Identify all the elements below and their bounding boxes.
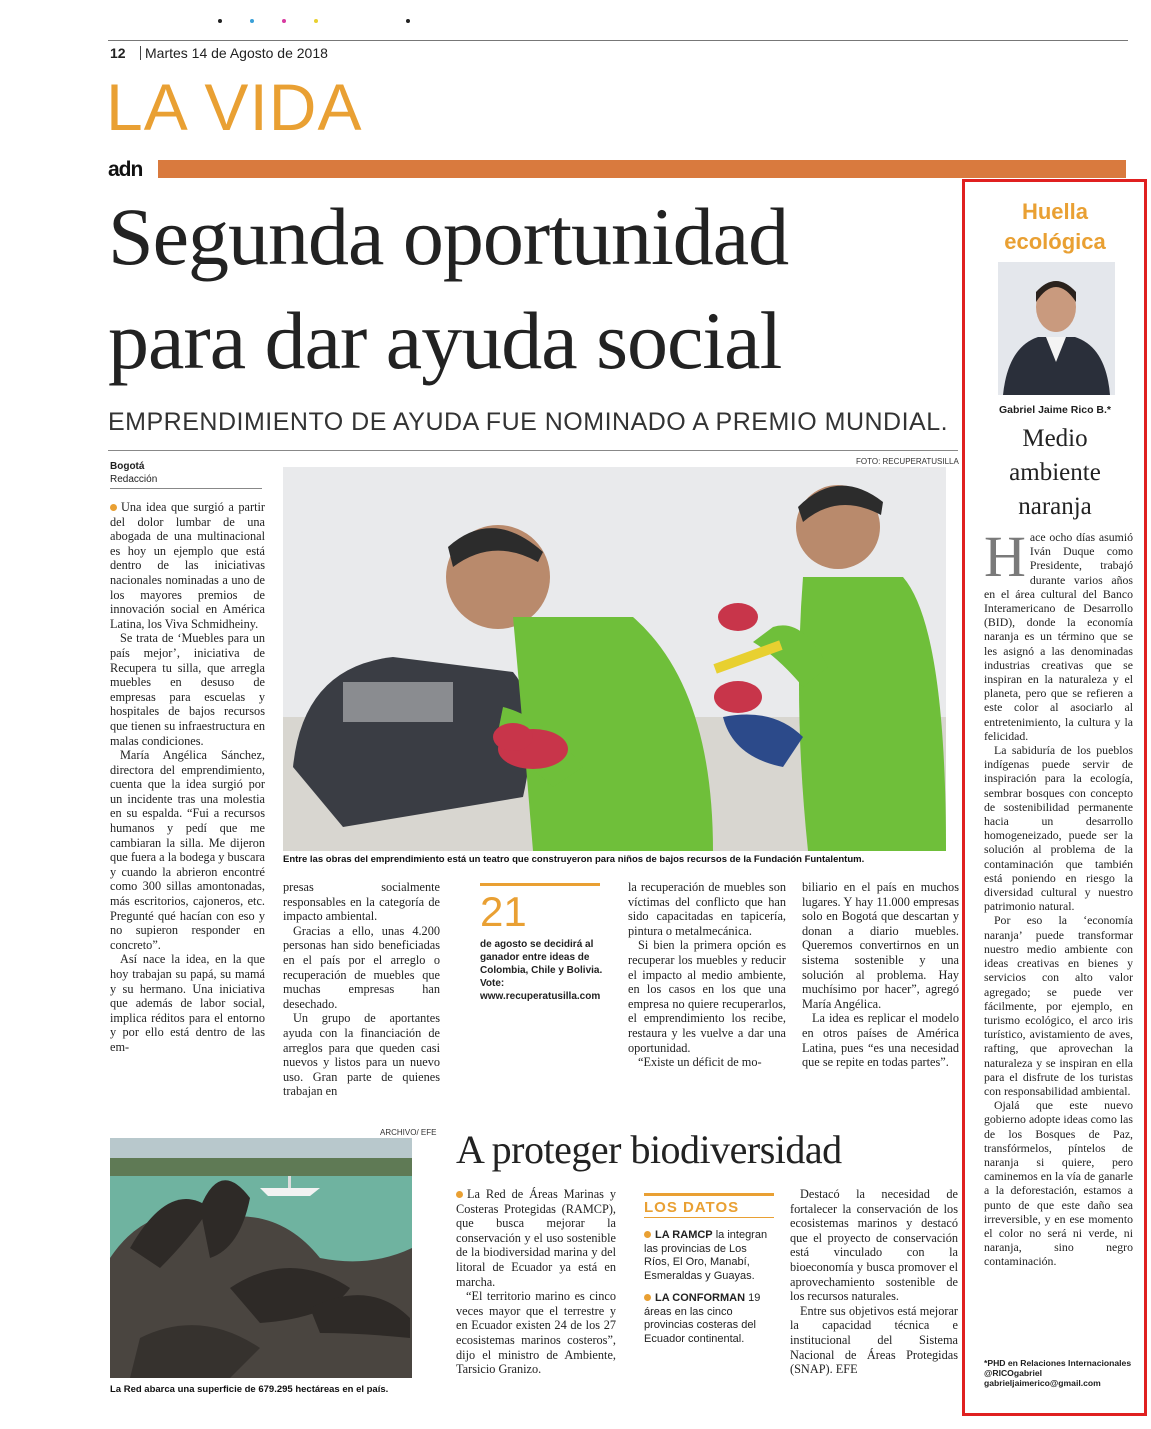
bullet-icon [110,504,117,511]
datos-item: LA CONFORMAN 19 áreas en las cinco provincias costeras del Ecuador continental. [644,1292,761,1345]
datos-title: LOS DATOS [644,1199,740,1216]
column-body: Hace ocho días asumió Iván Duque como Presidente, trabajó durante varios años en el área cultural del Banco Interamericano de Desarrollo (BID), donde la economía naranja es un término que se les asignó a las denominadas industrias creativas que se inspiran en la naturaleza y el planeta, pero que se refieren a este color al asociarlo al entretenimiento, la cultura y la felicidad. La sabiduría de los pueblos indígenas puede servir de inspiración para la ecología, sembrar bosques con concepto de sostenibilidad permanente hacia un desarrollo homogeneizado, puede ser la solución al problema de la contaminación que también está poniendo en riesgo la diversidad cultural y nuestro patrimonio natural. Por eso la ‘economía naranja’ puede transformar nuestro medio ambiente con ideas creativas en bienes y servicios con alto valor agregado; se puede ver fácilmente, por ejemplo, en turismo ecológico, el arco iris turístico, avistamiento de aves, rafting, que aprovechan la naturaleza y se inspiran en ella para el disfrute de los turistas con responsabilidad ambiental. Ojalá que este nuevo gobierno adopte ideas como las de los Bosques de Paz, transfórmelos, píntelos de naranja si quiere, pero caminemos en la vía de ganarle a la deforestación, estamos a punto de que este daño sea irreversible, y en ese momento el color no será ni verde, ni naranja, sino negro contaminación. [984,524,1133,1269]
issue-date: Martes 14 de Agosto de 2018 [145,45,328,61]
main-col-1: Una idea que surgió a partir del dolor lumbar de una abogada de una multinacional es hoy un ejemplo que está dentro de las iniciativas nacionales nominadas a uno de los mayores premios de innovación social en América Latina, los Viva Schmidheiny. Se trata de ‘Muebles para un país mejor’, iniciativa de Recupera tu silla, que arregla muebles en desuso de empresas para escuelas y hospitales de bajos recursos que tienen su infraestructura en malas condiciones. María Angélica Sánchez, directora del emprendimiento, cuenta que la idea surgió por un incidente tras una molestia en su espalda. “Fui a recursos humanos y pedí que me cambiaran la silla. Me dijeron que fuera a la bodega y buscara y cuando la abrieron encontré como 300 sillas amontonadas, más escritorios, cajoneros, etc. Pregunté qué hacían con eso y no supieron responder en concreto”. Así nace la idea, en la que hoy trabajan su papá, su mamá y su hermano. Una iniciativa que además de labor social, implica réditos para el entorno y por ello está dentro de las em- [110,500,265,1054]
second-col-3: Destacó la necesidad de fortalecer la conservación de los ecosistemas marinos y destacó que el proyecto de conservación está vinculado con la bioeconomía y busca promover el aprovechamiento sostenible de los recursos naturales. Entre sus objetivos está mejorar la capacidad técnica e institucional del Sistema Nacional de Áreas Protegidas (SNAP). EFE [790,1187,958,1377]
author-portrait [998,262,1115,395]
second-col-1: La Red de Áreas Marinas y Costeras Protegidas (RAMCP), que busca mejorar la conservación y el uso sostenible de la biodiversidad marina y del litoral de Ecuador ya está en marcha. “El territorio marino es cinco veces mayor que el terrestre y en Ecuador existen 24 de los 27 ecosistemas marinos costeros”, dijo el ministro de Ambiente, Tarsicio Granizo. [456,1187,616,1377]
highlight-number: 21 [480,888,527,935]
byline-rule [110,488,262,489]
second-headline: A proteger biodiversidad [456,1127,842,1172]
datos-bottom-rule [644,1217,774,1218]
column-title: Medio ambiente naranja [1009,425,1101,520]
main-subheadline: EMPRENDIMIENTO DE AYUDA FUE NOMINADO A PREMIO MUNDIAL. [108,408,949,436]
main-col-2: presas socialmente responsables en la categoría de impacto ambiental. Gracias a ello, unas 4.200 personas han sido beneficiadas en el país por el arreglo o recuperación de muebles que muchas empresas han desechado. Un grupo de aportantes ayuda con la financiación de arreglos para que queden casi nuevos y listos para un nuevo uso. Gran parte de quienes trabajan en [283,880,440,1099]
main-col-3: la recuperación de muebles son víctimas del conflicto que han sido capacitadas en tapicería, pintura o metalmecánica. Si bien la primera opción es recuperar los muebles y reducir el impacto al medio ambiente, en los casos en los que una empresa no quiere recuperarlos, el emprendimiento los recibe, restaura y les vuelve a dar una oportunidad. “Existe un déficit de mo- [628,880,786,1070]
sidebar-kicker: Huella ecológica [1004,199,1106,254]
highlight-text: de agosto se decidirá al ganador entre ideas de Colombia, Chile y Bolivia. Vote: www.recuperatusilla.com [480,939,603,1002]
second-photo-caption: La Red abarca una superficie de 679.295 hectáreas en el país. [110,1384,389,1395]
brand-bar [158,160,1126,178]
header-divider [140,46,141,60]
main-col-4: biliario en el país en muchos lugares. Y hay 11.000 empresas solo en Bogotá que descartan y donan a diario muebles. Queremos convertirnos en un sistema sostenible y una solución al problema. Hay muchísimo por hacer”, agregó María Angélica. La idea es replicar el modelo en otros países de América Latina, pues “es una necesidad que se repite en todas partes”. [802,880,959,1070]
main-photo [283,467,946,851]
top-rule [108,40,1128,41]
page-number: 12 [110,45,126,61]
second-photo-credit: ARCHIVO/ EFE [380,1128,437,1137]
highlight-rule [480,883,600,886]
bullet-icon [644,1231,651,1238]
section-title: LA VIDA [106,70,363,144]
main-photo-credit: FOTO: RECUPERATUSILLA [856,457,959,466]
main-photo-caption: Entre las obras del emprendimiento está un teatro que construyeron para niños de bajos recursos de la Fundación Funtalentum. [283,854,865,865]
registration-marks [218,10,438,28]
author-footnote: *PHD en Relaciones Internacionales @RICOgabriel gabrieljaimerico@gmail.com [984,1358,1132,1388]
bullet-icon [456,1191,463,1198]
byline-desk: Redacción [110,474,158,485]
datos-item: LA RAMCP la integran las provincias de Los Ríos, El Oro, Manabí, Esmeraldas y Guayas. [644,1229,768,1282]
dropcap: H [984,524,1026,589]
byline-city: Bogotá [110,461,145,472]
main-headline: Segunda oportunidad para dar ayuda social [108,191,789,386]
datos-top-rule [644,1193,774,1196]
bullet-icon [644,1294,651,1301]
iguana-photo [110,1138,412,1378]
author-name: Gabriel Jaime Rico B.* [998,404,1112,416]
subhead-rule [108,450,958,451]
brand-logo: adn [108,158,143,181]
